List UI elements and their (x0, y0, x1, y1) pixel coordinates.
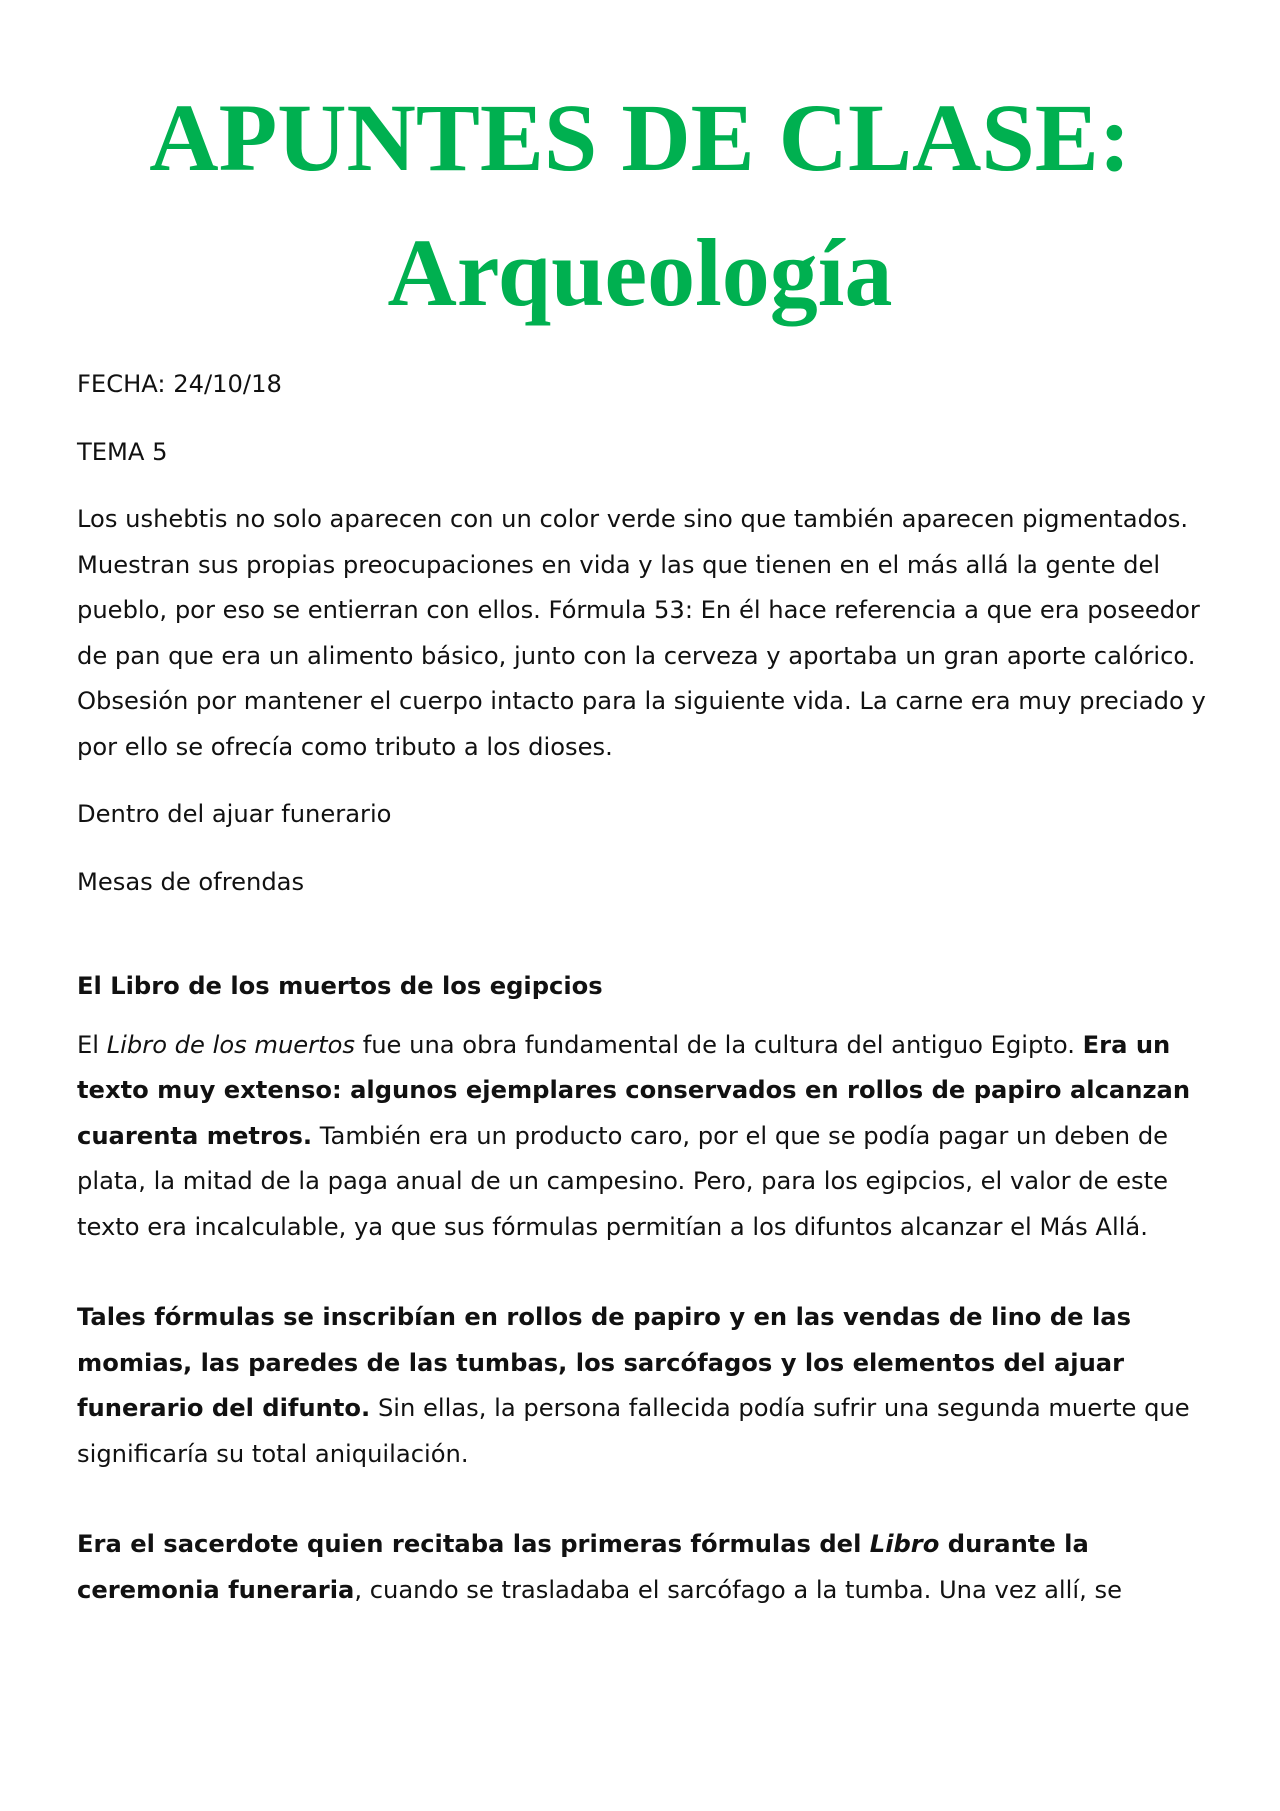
document-title: APUNTES DE CLASE: (149, 84, 1131, 191)
p3-bold-italic-wrap (870, 1530, 940, 1558)
p1-text-a: El (77, 1030, 107, 1059)
p2-bold-text: Tales fórmulas se inscribían en rollos de papiro y en las vendas de lino de las momias, las paredes de las tumbas, los sarcófagos y los elementos del ajuar funerario del difunto. (77, 1303, 1131, 1422)
p1-text-e: También era un producto caro, por el que se podía pagar un deben de plata, la mitad de la paga anual de un campesino. Pero, para los egipcios, el valor de este texto era incalculable, ya que sus fórmulas permitían a los difuntos alcanzar el Más Allá. (77, 1121, 1169, 1241)
mesas-note: Mesas de ofrendas (77, 867, 305, 896)
document-subtitle: Arqueología (387, 219, 893, 326)
libro-paragraph-3 (77, 1522, 1217, 1613)
section-heading: El Libro de los muertos de los egipcios (77, 972, 603, 1000)
tema-line: TEMA 5 (77, 437, 168, 466)
p3-bold-text-c: durante la ceremonia funeraria (77, 1530, 1089, 1604)
p3-text-d: , cuando se trasladaba el sarcófago a la tumba. Una vez allí, se (354, 1575, 1122, 1604)
libro-paragraph-1 (77, 1023, 1217, 1251)
libro-paragraph-2 (77, 1295, 1217, 1477)
document-body (77, 362, 1217, 1635)
intro-paragraph: Los ushebtis no solo aparecen con un color verde sino que también aparecen pigmentados. Muestran sus propias preocupaciones en vida y las que tienen en el más allá la gente del pueblo, por eso se entierran con ellos. Fórmula 53: En él hace referencia a que era poseedor de pan que era un alimento básico, junto con la cerveza y aportaba un gran aporte calórico. Obsesión por mantener el cuerpo intacto para la siguiente vida. La carne era muy preciado y por ello se ofrecía como tributo a los dioses. (77, 505, 1206, 761)
p2-text-b: Sin ellas, la persona fallecida podía sufrir una segunda muerte que significaría su total aniquilación. (77, 1394, 1190, 1468)
p1-bold-text: Era un texto muy extenso: algunos ejemplares conservados en rollos de papiro alcanzan cuarenta metros. (77, 1030, 1191, 1150)
fecha-line: FECHA: 24/10/18 (77, 370, 282, 398)
ajuar-note: Dentro del ajuar funerario (77, 800, 392, 828)
p1-italic-title: Libro de los muertos (106, 1030, 356, 1059)
p3-bold-italic-libro: Libro (869, 1530, 940, 1558)
p1-text-c: fue una obra fundamental de la cultura del antiguo Egipto. (355, 1030, 1083, 1059)
p3-bold-text-a: Era el sacerdote quien recitaba las primeras fórmulas del (77, 1530, 870, 1558)
